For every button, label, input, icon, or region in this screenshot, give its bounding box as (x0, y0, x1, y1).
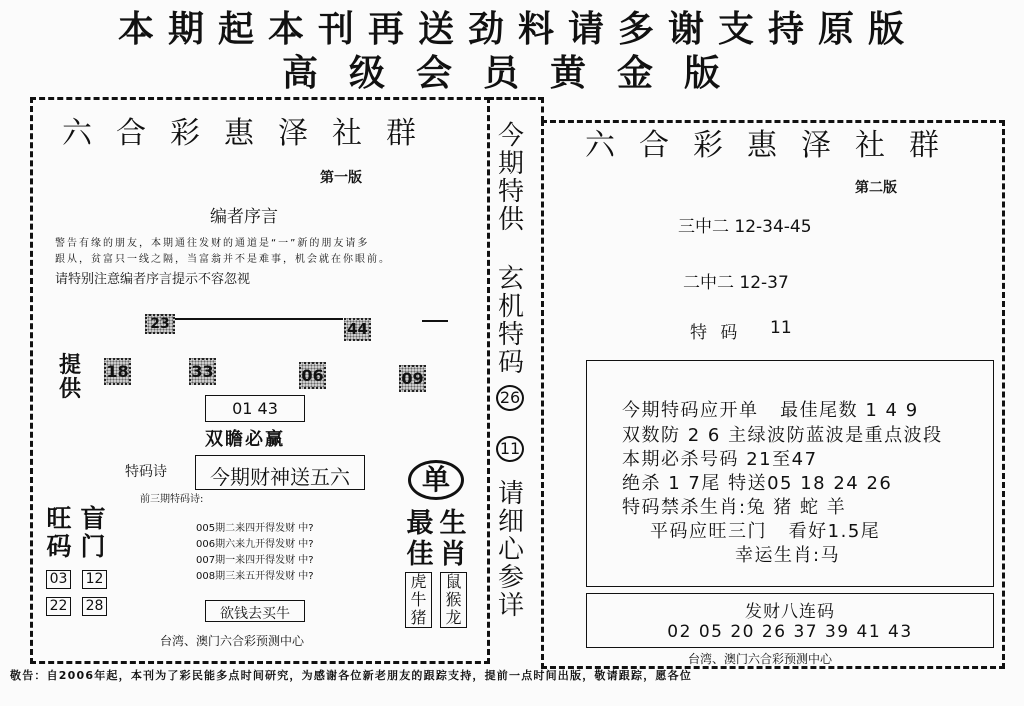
past-poem: 007期一来四开得发财 中? (196, 555, 314, 566)
divider-line (175, 318, 343, 320)
hint-box (205, 600, 305, 622)
poem-box (195, 455, 365, 490)
middle-side-dash (541, 97, 544, 122)
past-poem: 008期三来五开得发财 中? (196, 571, 314, 582)
blind-label: 盲门 (80, 504, 106, 561)
two-of-two: 二中二 12-37 (683, 273, 789, 293)
preface-line: 警告有缘的朋友，本期通往发财的通道是“一”新的朋友请多 (55, 238, 370, 249)
special-code-value: 11 (770, 318, 792, 338)
preface-line: 跟从，贫富只一线之隔，当富翁并不是难事，机会就在你眼前。 (55, 254, 391, 265)
eight-numbers-title: 发财八连码 (745, 602, 835, 622)
number-ball: 18 (104, 358, 131, 385)
past-poem: 005期二来四开得发财 中? (196, 523, 314, 534)
eight-numbers-box (586, 593, 994, 648)
mystery-code: 11 (496, 436, 524, 462)
tip-line: 绝杀 1 7尾 特送05 18 24 26 (622, 473, 893, 494)
tip-line: 平码应旺三门 看好1.5尾 (650, 521, 881, 542)
special-code-label: 特 码 (690, 323, 742, 343)
mystery-code: 26 (496, 385, 524, 411)
pair-box (205, 395, 305, 422)
panel-two-source: 台湾、澳门六合彩预测中心 (688, 652, 833, 666)
headline: 本期起本刊再送劲料请多谢支持原版 (118, 9, 919, 50)
blind-number: 12 (82, 570, 107, 589)
tip-line: 今期特码应开单 最佳尾数 1 4 9 (622, 400, 919, 421)
number-ball: 33 (189, 358, 216, 385)
tip-line: 本期必杀号码 21至47 (622, 449, 818, 470)
footer-notice: 敬告：自2006年起，本刊为了彩民能多点时间研究，为感谢各位新老朋友的跟踪支持，提前一点时间出版，敬请跟踪，愿各位 (10, 669, 693, 682)
preface-title: 编者序言 (210, 207, 278, 227)
tip-line: 特码禁杀生肖:兔 猪 蛇 羊 (622, 497, 847, 518)
subheadline: 高级会员黄金版 (282, 53, 752, 94)
special-supply-label: 今期特供 (497, 121, 524, 235)
zodiac-group-b: 鼠猴龙 (440, 572, 467, 628)
panel-two-title: 六合彩惠泽社群 (585, 128, 963, 163)
number-ball: 23 (145, 314, 175, 334)
number-ball: 09 (399, 365, 426, 392)
hot-number: 03 (46, 570, 71, 589)
hint-text: 欲钱去买牛 (220, 606, 290, 622)
hot-number: 22 (46, 597, 71, 616)
preface-notice: 请特别注意编者序言提示不容忽视 (55, 272, 251, 287)
poem-text: 今期财神送五六 (210, 465, 350, 489)
three-of-two: 三中二 12-34-45 (678, 217, 812, 237)
poem-label: 特码诗 (125, 464, 167, 480)
panel-one-source: 台湾、澳门六合彩预测中心 (160, 634, 305, 648)
mystery-code-label: 玄机特码 (497, 264, 524, 378)
number-ball: 06 (299, 362, 326, 389)
hot-label: 旺码 (46, 504, 72, 561)
divider-line (422, 320, 448, 322)
single-badge: 单 (408, 460, 464, 500)
panel-two-edition: 第二版 (855, 180, 897, 196)
zodiac-group-a: 虎牛猪 (405, 572, 432, 628)
past-poems-label: 前三期特码诗: (140, 494, 204, 505)
double-win: 双瞻必赢 (205, 429, 285, 450)
tip-line: 双数防 2 6 主绿波防蓝波是重点波段 (622, 425, 943, 446)
panel-one-edition: 第一版 (320, 170, 362, 186)
tip-line: 幸运生肖:马 (735, 545, 841, 566)
provide-label: 提供 (58, 353, 81, 402)
advice-label: 请细心参详 (497, 479, 524, 621)
best-label: 最佳 (406, 508, 434, 570)
number-ball: 44 (344, 318, 371, 341)
blind-number: 28 (82, 597, 107, 616)
pair-numbers: 01 43 (232, 399, 278, 418)
past-poem: 006期六来九开得发财 中? (196, 539, 314, 550)
zodiac-label: 生肖 (439, 508, 467, 570)
panel-one-title: 六合彩惠泽社群 (62, 116, 440, 151)
eight-numbers: 02 05 20 26 37 39 41 43 (667, 622, 913, 642)
middle-top-dash (488, 97, 544, 100)
